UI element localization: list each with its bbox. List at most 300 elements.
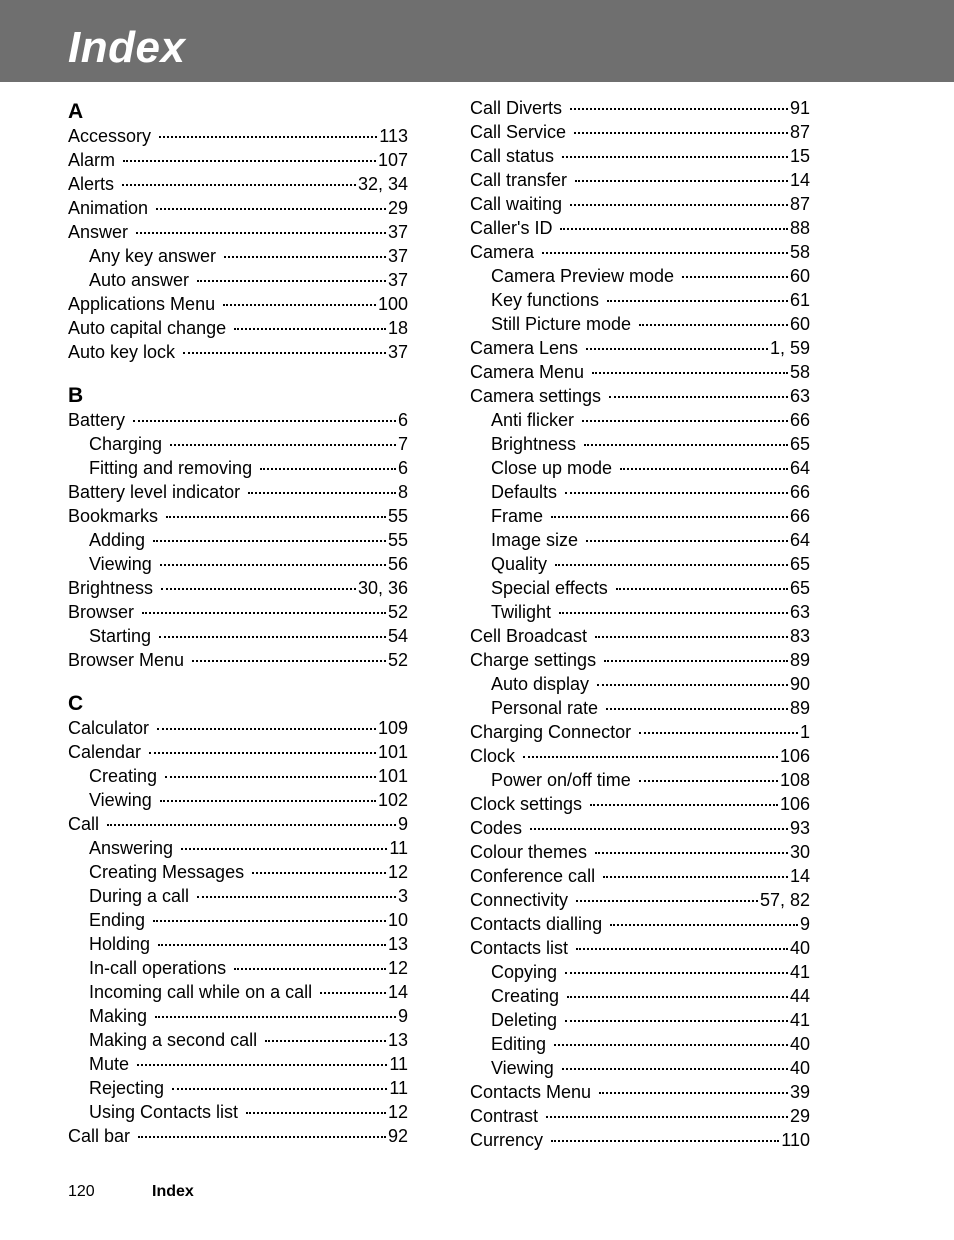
index-subentry <box>68 624 408 648</box>
entry-label: Animation <box>68 198 149 218</box>
entry-page: 11 <box>389 1078 408 1098</box>
dot-leader <box>639 732 798 734</box>
entry-label: Viewing <box>491 1058 554 1078</box>
entry-label: Call Diverts <box>470 98 563 118</box>
entry-label: Creating Messages <box>89 862 245 882</box>
entry-label: Anti flicker <box>491 410 575 430</box>
dot-leader <box>172 1088 387 1090</box>
index-subentry <box>470 456 810 480</box>
entry-label: Brightness <box>491 434 577 454</box>
dot-leader <box>559 612 788 614</box>
entry-label: Accessory <box>68 126 152 146</box>
dot-leader <box>562 156 788 158</box>
dot-leader <box>149 752 376 754</box>
dot-leader <box>260 468 396 470</box>
dot-leader <box>223 304 376 306</box>
index-subentry <box>470 1032 810 1056</box>
index-subentry <box>470 552 810 576</box>
dot-leader <box>159 636 386 638</box>
entry-label: Ending <box>89 910 146 930</box>
dot-leader <box>576 900 758 902</box>
index-column-left <box>68 96 408 1148</box>
entry-label: Caller's ID <box>470 218 553 238</box>
dot-leader <box>153 920 386 922</box>
dot-leader <box>136 232 386 234</box>
index-subentry <box>470 576 810 600</box>
entry-page: 37 <box>387 270 408 290</box>
entry-page: 29 <box>789 1106 810 1126</box>
index-entry <box>470 864 810 888</box>
entry-page: 65 <box>789 578 810 598</box>
index-entry <box>470 120 810 144</box>
dot-leader <box>170 444 396 446</box>
dot-leader <box>156 208 386 210</box>
entry-label: Call Service <box>470 122 567 142</box>
entry-page: 63 <box>789 602 810 622</box>
entry-page: 61 <box>789 290 810 310</box>
dot-leader <box>183 352 386 354</box>
index-subentry <box>68 836 408 860</box>
index-subentry <box>68 1076 408 1100</box>
entry-page: 37 <box>387 222 408 242</box>
index-column-right <box>470 96 810 1152</box>
index-letter-heading: A <box>68 100 84 123</box>
index-letter-heading: B <box>68 384 84 407</box>
entry-label: Call waiting <box>470 194 563 214</box>
entry-page: 9 <box>799 914 810 934</box>
dot-leader <box>570 204 788 206</box>
entry-page: 44 <box>789 986 810 1006</box>
entry-page: 107 <box>377 150 408 170</box>
index-subentry <box>68 1028 408 1052</box>
index-entry <box>470 240 810 264</box>
dot-leader <box>604 660 788 662</box>
index-entry <box>68 812 408 836</box>
dot-leader <box>123 160 376 162</box>
index-subentry <box>68 908 408 932</box>
index-entry <box>68 648 408 672</box>
index-subentry <box>68 1004 408 1028</box>
entry-page: 60 <box>789 314 810 334</box>
entry-label: Viewing <box>89 790 152 810</box>
index-subentry <box>68 244 408 268</box>
dot-leader <box>609 396 788 398</box>
entry-label: Still Picture mode <box>491 314 632 334</box>
dot-leader <box>597 684 788 686</box>
entry-page: 10 <box>387 910 408 930</box>
entry-page: 56 <box>387 554 408 574</box>
index-entry <box>470 96 810 120</box>
entry-page: 57, 82 <box>759 890 810 910</box>
entry-label: Brightness <box>68 578 154 598</box>
dot-leader <box>565 1020 788 1022</box>
entry-page: 106 <box>779 794 810 814</box>
index-entry <box>470 1080 810 1104</box>
index-subentry <box>470 1056 810 1080</box>
entry-page: 60 <box>789 266 810 286</box>
index-entry <box>470 336 810 360</box>
dot-leader <box>616 588 788 590</box>
index-entry <box>470 1104 810 1128</box>
entry-page: 11 <box>389 1054 408 1074</box>
page-header <box>0 0 954 82</box>
dot-leader <box>157 728 376 730</box>
dot-leader <box>551 1140 779 1142</box>
entry-page: 58 <box>789 362 810 382</box>
index-entry <box>68 576 408 600</box>
entry-page: 55 <box>387 530 408 550</box>
entry-page: 15 <box>789 146 810 166</box>
entry-page: 64 <box>789 458 810 478</box>
dot-leader <box>234 328 386 330</box>
entry-page: 12 <box>387 958 408 978</box>
dot-leader <box>542 252 788 254</box>
dot-leader <box>565 492 788 494</box>
entry-page: 8 <box>397 482 408 502</box>
entry-label: Camera Preview mode <box>491 266 675 286</box>
index-subentry <box>68 552 408 576</box>
dot-leader <box>620 468 788 470</box>
index-subentry <box>68 788 408 812</box>
entry-page: 83 <box>789 626 810 646</box>
entry-page: 87 <box>789 194 810 214</box>
index-subentry <box>470 264 810 288</box>
index-entry <box>470 720 810 744</box>
index-entry <box>470 792 810 816</box>
entry-page: 6 <box>397 410 408 430</box>
entry-label: Contacts dialling <box>470 914 603 934</box>
index-subentry <box>68 956 408 980</box>
entry-page: 88 <box>789 218 810 238</box>
entry-label: Bookmarks <box>68 506 159 526</box>
entry-label: Colour themes <box>470 842 588 862</box>
entry-label: Applications Menu <box>68 294 216 314</box>
entry-page: 100 <box>377 294 408 314</box>
entry-label: Adding <box>89 530 146 550</box>
dot-leader <box>603 876 788 878</box>
entry-page: 93 <box>789 818 810 838</box>
entry-label: Fitting and removing <box>89 458 253 478</box>
entry-page: 52 <box>387 650 408 670</box>
entry-label: Holding <box>89 934 151 954</box>
entry-label: Editing <box>491 1034 547 1054</box>
index-subentry <box>68 860 408 884</box>
entry-label: Contacts Menu <box>470 1082 592 1102</box>
entry-label: Mute <box>89 1054 130 1074</box>
entry-label: Camera <box>470 242 535 262</box>
index-entry <box>68 316 408 340</box>
dot-leader <box>107 824 396 826</box>
dot-leader <box>606 708 788 710</box>
index-subentry <box>68 432 408 456</box>
entry-label: Call <box>68 814 100 834</box>
entry-page: 39 <box>789 1082 810 1102</box>
entry-label: Camera Menu <box>470 362 585 382</box>
index-entry <box>470 648 810 672</box>
entry-label: Key functions <box>491 290 600 310</box>
entry-page: 65 <box>789 434 810 454</box>
dot-leader <box>160 564 386 566</box>
index-entry <box>68 408 408 432</box>
dot-leader <box>607 300 788 302</box>
index-subentry <box>68 764 408 788</box>
entry-label: Creating <box>89 766 158 786</box>
entry-page: 110 <box>781 1130 810 1150</box>
entry-label: Charging Connector <box>470 722 632 742</box>
dot-leader <box>586 348 768 350</box>
index-entry <box>68 600 408 624</box>
index-entry <box>68 196 408 220</box>
dot-leader <box>576 948 788 950</box>
entry-label: Personal rate <box>491 698 599 718</box>
entry-label: Auto display <box>491 674 590 694</box>
dot-leader <box>234 968 386 970</box>
entry-page: 89 <box>789 698 810 718</box>
dot-leader <box>159 136 377 138</box>
index-entry <box>68 480 408 504</box>
entry-label: Contacts list <box>470 938 569 958</box>
index-entry <box>470 936 810 960</box>
entry-label: Making <box>89 1006 148 1026</box>
entry-page: 89 <box>789 650 810 670</box>
entry-label: Making a second call <box>89 1030 258 1050</box>
index-subentry <box>68 1100 408 1124</box>
entry-page: 109 <box>377 718 408 738</box>
entry-page: 101 <box>377 742 408 762</box>
entry-page: 30 <box>789 842 810 862</box>
index-entry <box>68 340 408 364</box>
entry-page: 101 <box>377 766 408 786</box>
entry-page: 54 <box>387 626 408 646</box>
dot-leader <box>595 852 788 854</box>
entry-page: 14 <box>789 866 810 886</box>
dot-leader <box>570 108 788 110</box>
dot-leader <box>133 420 396 422</box>
entry-label: Alerts <box>68 174 115 194</box>
dot-leader <box>574 132 788 134</box>
dot-leader <box>554 1044 788 1046</box>
entry-label: Calculator <box>68 718 150 738</box>
index-entry <box>68 1124 408 1148</box>
entry-label: Answering <box>89 838 174 858</box>
entry-page: 7 <box>397 434 408 454</box>
entry-page: 113 <box>379 126 408 146</box>
entry-page: 41 <box>789 1010 810 1030</box>
dot-leader <box>551 516 788 518</box>
dot-leader <box>265 1040 386 1042</box>
entry-label: Twilight <box>491 602 552 622</box>
dot-leader <box>161 588 356 590</box>
index-entry <box>470 816 810 840</box>
entry-page: 14 <box>387 982 408 1002</box>
index-subentry <box>68 456 408 480</box>
entry-label: Calendar <box>68 742 142 762</box>
index-entry <box>470 192 810 216</box>
entry-page: 14 <box>789 170 810 190</box>
dot-leader <box>165 776 376 778</box>
dot-leader <box>158 944 386 946</box>
entry-label: Incoming call while on a call <box>89 982 313 1002</box>
entry-label: Camera settings <box>470 386 602 406</box>
entry-page: 37 <box>387 246 408 266</box>
dot-leader <box>546 1116 788 1118</box>
dot-leader <box>197 280 386 282</box>
entry-page: 63 <box>789 386 810 406</box>
index-entry <box>470 1128 810 1152</box>
entry-page: 13 <box>387 934 408 954</box>
index-entry <box>68 220 408 244</box>
dot-leader <box>575 180 788 182</box>
entry-label: Conference call <box>470 866 596 886</box>
index-entry <box>68 124 408 148</box>
dot-leader <box>560 228 788 230</box>
dot-leader <box>584 444 788 446</box>
dot-leader <box>639 324 788 326</box>
entry-page: 3 <box>397 886 408 906</box>
dot-leader <box>166 516 386 518</box>
entry-page: 1 <box>799 722 810 742</box>
entry-label: Battery <box>68 410 126 430</box>
entry-label: Answer <box>68 222 129 242</box>
dot-leader <box>562 1068 788 1070</box>
entry-label: Codes <box>470 818 523 838</box>
dot-leader <box>595 636 788 638</box>
entry-label: Contrast <box>470 1106 539 1126</box>
dot-leader <box>599 1092 788 1094</box>
entry-page: 87 <box>789 122 810 142</box>
entry-page: 66 <box>789 506 810 526</box>
dot-leader <box>523 756 778 758</box>
index-entry <box>470 360 810 384</box>
entry-label: Charging <box>89 434 163 454</box>
entry-label: Call bar <box>68 1126 131 1146</box>
entry-page: 106 <box>779 746 810 766</box>
entry-label: Creating <box>491 986 560 1006</box>
entry-label: Power on/off time <box>491 770 631 790</box>
dot-leader <box>138 1136 386 1138</box>
dot-leader <box>592 372 788 374</box>
entry-label: Call status <box>470 146 555 166</box>
entry-page: 9 <box>397 814 408 834</box>
entry-label: Currency <box>470 1130 544 1150</box>
dot-leader <box>555 564 788 566</box>
dot-leader <box>610 924 798 926</box>
entry-page: 1, 59 <box>769 338 810 358</box>
entry-page: 102 <box>377 790 408 810</box>
index-subentry <box>68 932 408 956</box>
index-entry <box>470 840 810 864</box>
index-entry <box>470 168 810 192</box>
entry-label: Call transfer <box>470 170 568 190</box>
entry-page: 32, 34 <box>357 174 408 194</box>
entry-page: 29 <box>387 198 408 218</box>
index-subentry <box>470 288 810 312</box>
entry-label: Battery level indicator <box>68 482 241 502</box>
index-entry <box>470 624 810 648</box>
index-subentry <box>470 432 810 456</box>
index-subentry <box>470 504 810 528</box>
footer-label: Index <box>152 1183 194 1200</box>
index-subentry <box>470 312 810 336</box>
dot-leader <box>160 800 376 802</box>
entry-page: 18 <box>387 318 408 338</box>
entry-page: 9 <box>397 1006 408 1026</box>
index-entry <box>470 912 810 936</box>
index-entry <box>470 744 810 768</box>
dot-leader <box>248 492 396 494</box>
entry-label: Deleting <box>491 1010 558 1030</box>
index-subentry <box>470 408 810 432</box>
entry-page: 66 <box>789 410 810 430</box>
entry-page: 108 <box>779 770 810 790</box>
entry-page: 40 <box>789 1058 810 1078</box>
dot-leader <box>137 1064 387 1066</box>
dot-leader <box>565 972 788 974</box>
entry-page: 41 <box>789 962 810 982</box>
entry-page: 40 <box>789 1034 810 1054</box>
entry-label: Special effects <box>491 578 608 598</box>
index-entry <box>68 716 408 740</box>
entry-page: 55 <box>387 506 408 526</box>
entry-page: 92 <box>387 1126 408 1146</box>
entry-page: 12 <box>387 1102 408 1122</box>
index-subentry <box>470 528 810 552</box>
page-title: Index <box>68 23 186 72</box>
entry-page: 64 <box>789 530 810 550</box>
index-entry <box>68 148 408 172</box>
entry-page: 6 <box>397 458 408 478</box>
entry-label: Starting <box>89 626 152 646</box>
index-subentry <box>68 1052 408 1076</box>
entry-page: 40 <box>789 938 810 958</box>
dot-leader <box>246 1112 386 1114</box>
index-entry <box>68 740 408 764</box>
entry-label: In-call operations <box>89 958 227 978</box>
page-number: 120 <box>68 1183 95 1200</box>
entry-label: Viewing <box>89 554 152 574</box>
dot-leader <box>155 1016 396 1018</box>
entry-page: 30, 36 <box>357 578 408 598</box>
index-entry <box>470 216 810 240</box>
index-subentry <box>470 768 810 792</box>
entry-label: Rejecting <box>89 1078 165 1098</box>
entry-page: 91 <box>789 98 810 118</box>
entry-label: Alarm <box>68 150 116 170</box>
entry-label: Any key answer <box>89 246 217 266</box>
index-subentry <box>68 268 408 292</box>
entry-page: 11 <box>389 838 408 858</box>
entry-label: Auto capital change <box>68 318 227 338</box>
entry-label: Defaults <box>491 482 558 502</box>
entry-page: 65 <box>789 554 810 574</box>
dot-leader <box>530 828 788 830</box>
index-subentry <box>470 1008 810 1032</box>
dot-leader <box>252 872 386 874</box>
index-subentry <box>470 984 810 1008</box>
entry-label: Quality <box>491 554 548 574</box>
index-subentry <box>68 528 408 552</box>
entry-page: 58 <box>789 242 810 262</box>
index-entry <box>470 888 810 912</box>
entry-label: Connectivity <box>470 890 569 910</box>
dot-leader <box>197 896 396 898</box>
dot-leader <box>586 540 788 542</box>
entry-label: Frame <box>491 506 544 526</box>
index-subentry <box>68 980 408 1004</box>
dot-leader <box>153 540 386 542</box>
index-entry <box>68 292 408 316</box>
entry-label: Camera Lens <box>470 338 579 358</box>
